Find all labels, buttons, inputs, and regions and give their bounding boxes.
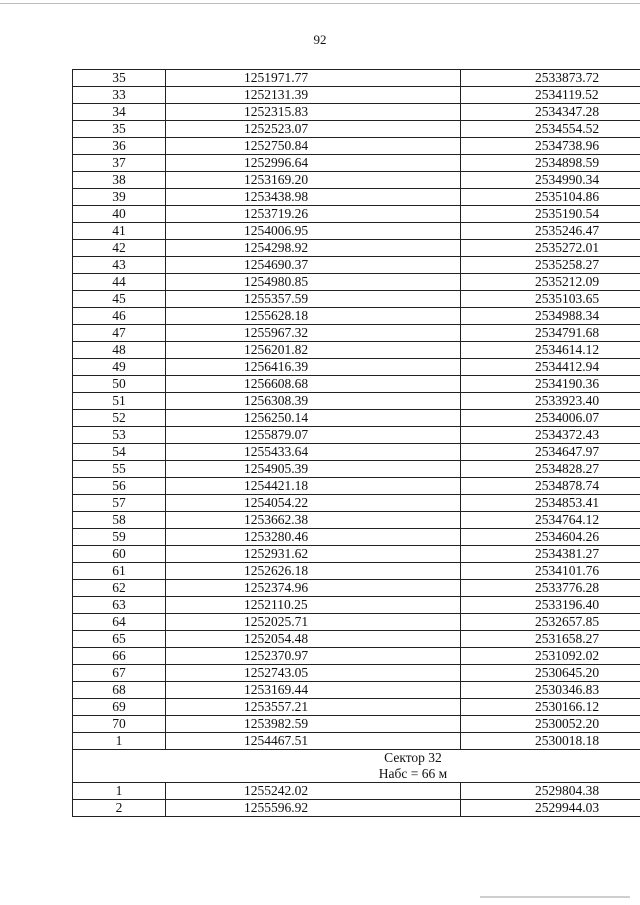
y-coordinate-cell: 2533873.72 [461,70,640,87]
y-coordinate-cell: 2534853.41 [461,495,640,512]
coordinates-table-body [73,70,640,750]
point-number-cell: 36 [73,138,166,155]
point-number-cell: 70 [73,716,166,733]
table-row [73,597,640,614]
point-number-cell: 56 [73,478,166,495]
table-row [73,648,640,665]
x-coordinate-cell: 1256201.82 [166,342,461,359]
point-number-cell: 39 [73,189,166,206]
table-row [73,172,640,189]
y-coordinate-cell: 2534554.52 [461,121,640,138]
point-number-cell: 48 [73,342,166,359]
table-row [73,138,640,155]
table-row [73,800,640,817]
table-row [73,512,640,529]
x-coordinate-cell: 1255967.32 [166,325,461,342]
y-coordinate-cell: 2530052.20 [461,716,640,733]
x-coordinate-cell: 1255596.92 [166,800,461,817]
y-coordinate-cell: 2531658.27 [461,631,640,648]
y-coordinate-cell: 2534738.96 [461,138,640,155]
x-coordinate-cell: 1256308.39 [166,393,461,410]
scan-edge-line [0,3,640,4]
y-coordinate-cell: 2533776.28 [461,580,640,597]
x-coordinate-cell: 1252374.96 [166,580,461,597]
y-coordinate-cell: 2530018.18 [461,733,640,750]
table-row [73,223,640,240]
point-number-cell: 69 [73,699,166,716]
point-number-cell: 42 [73,240,166,257]
x-coordinate-cell: 1254690.37 [166,257,461,274]
table-row [73,444,640,461]
x-coordinate-cell: 1252743.05 [166,665,461,682]
table-row [73,631,640,648]
table-row [73,70,640,87]
table-row [73,325,640,342]
y-coordinate-cell: 2534791.68 [461,325,640,342]
point-number-cell: 33 [73,87,166,104]
point-number-cell: 50 [73,376,166,393]
y-coordinate-cell: 2535272.01 [461,240,640,257]
point-number-cell: 51 [73,393,166,410]
table-row [73,359,640,376]
y-coordinate-cell: 2529804.38 [461,783,640,800]
y-coordinate-cell: 2534988.34 [461,308,640,325]
table-row [73,104,640,121]
x-coordinate-cell: 1256416.39 [166,359,461,376]
point-number-cell: 41 [73,223,166,240]
point-number-cell: 49 [73,359,166,376]
x-coordinate-cell: 1254006.95 [166,223,461,240]
table-row [73,716,640,733]
x-coordinate-cell: 1252750.84 [166,138,461,155]
y-coordinate-cell: 2531092.02 [461,648,640,665]
page-number: 92 [313,32,327,47]
point-number-cell: 53 [73,427,166,444]
x-coordinate-cell: 1253557.21 [166,699,461,716]
x-coordinate-cell: 1254298.92 [166,240,461,257]
point-number-cell: 1 [73,783,166,800]
table-row [73,461,640,478]
table-row [73,274,640,291]
point-number-cell: 57 [73,495,166,512]
x-coordinate-cell: 1253169.20 [166,172,461,189]
y-coordinate-cell: 2534990.34 [461,172,640,189]
x-coordinate-cell: 1255242.02 [166,783,461,800]
point-number-cell: 55 [73,461,166,478]
point-number-cell: 44 [73,274,166,291]
table-row [73,665,640,682]
table-row [73,87,640,104]
x-coordinate-cell: 1252315.83 [166,104,461,121]
table-row [73,783,640,800]
table-row [73,393,640,410]
point-number-cell: 47 [73,325,166,342]
point-number-cell: 37 [73,155,166,172]
y-coordinate-cell: 2535104.86 [461,189,640,206]
x-coordinate-cell: 1254421.18 [166,478,461,495]
x-coordinate-cell: 1253719.26 [166,206,461,223]
table-row [73,206,640,223]
y-coordinate-cell: 2530645.20 [461,665,640,682]
y-coordinate-cell: 2533196.40 [461,597,640,614]
table-row [73,342,640,359]
point-number-cell: 64 [73,614,166,631]
x-coordinate-cell: 1256250.14 [166,410,461,427]
point-number-cell: 1 [73,733,166,750]
x-coordinate-cell: 1254905.39 [166,461,461,478]
y-coordinate-cell: 2530346.83 [461,682,640,699]
point-number-cell: 68 [73,682,166,699]
x-coordinate-cell: 1252996.64 [166,155,461,172]
y-coordinate-cell: 2535190.54 [461,206,640,223]
point-number-cell: 34 [73,104,166,121]
x-coordinate-cell: 1252054.48 [166,631,461,648]
y-coordinate-cell: 2533923.40 [461,393,640,410]
y-coordinate-cell: 2534372.43 [461,427,640,444]
y-coordinate-cell: 2534006.07 [461,410,640,427]
point-number-cell: 67 [73,665,166,682]
y-coordinate-cell: 2534412.94 [461,359,640,376]
coordinates-table [72,69,640,817]
point-number-cell: 52 [73,410,166,427]
point-number-cell: 66 [73,648,166,665]
x-coordinate-cell: 1251971.77 [166,70,461,87]
x-coordinate-cell: 1253169.44 [166,682,461,699]
table-row [73,529,640,546]
y-coordinate-cell: 2530166.12 [461,699,640,716]
x-coordinate-cell: 1256608.68 [166,376,461,393]
x-coordinate-cell: 1253982.59 [166,716,461,733]
sector-coordinates-body [73,783,640,817]
y-coordinate-cell: 2535258.27 [461,257,640,274]
x-coordinate-cell: 1254467.51 [166,733,461,750]
x-coordinate-cell: 1255628.18 [166,308,461,325]
sector-header-section [73,750,640,783]
x-coordinate-cell: 1254980.85 [166,274,461,291]
point-number-cell: 62 [73,580,166,597]
table-row [73,376,640,393]
sector-header-cell [73,750,640,783]
point-number-cell: 2 [73,800,166,817]
point-number-cell: 58 [73,512,166,529]
table-row [73,682,640,699]
sector-height: Набс = 66 м [378,766,448,781]
table-row [73,580,640,597]
table-row [73,155,640,172]
point-number-cell: 35 [73,70,166,87]
x-coordinate-cell: 1252110.25 [166,597,461,614]
table-row [73,614,640,631]
table-row [73,257,640,274]
table-row [73,410,640,427]
x-coordinate-cell: 1255433.64 [166,444,461,461]
table-row [73,733,640,750]
point-number-cell: 65 [73,631,166,648]
x-coordinate-cell: 1253438.98 [166,189,461,206]
point-number-cell: 35 [73,121,166,138]
y-coordinate-cell: 2534878.74 [461,478,640,495]
point-number-cell: 46 [73,308,166,325]
point-number-cell: 61 [73,563,166,580]
sector-title: Сектор 32 [384,750,442,765]
y-coordinate-cell: 2535246.47 [461,223,640,240]
x-coordinate-cell: 1253662.38 [166,512,461,529]
y-coordinate-cell: 2535212.09 [461,274,640,291]
y-coordinate-cell: 2534101.76 [461,563,640,580]
table-row [73,308,640,325]
point-number-cell: 59 [73,529,166,546]
table-row [73,189,640,206]
x-coordinate-cell: 1252931.62 [166,546,461,563]
table-row [73,240,640,257]
x-coordinate-cell: 1255879.07 [166,427,461,444]
x-coordinate-cell: 1255357.59 [166,291,461,308]
x-coordinate-cell: 1252131.39 [166,87,461,104]
y-coordinate-cell: 2534764.12 [461,512,640,529]
table-row [73,546,640,563]
point-number-cell: 40 [73,206,166,223]
table-row [73,121,640,138]
x-coordinate-cell: 1252626.18 [166,563,461,580]
x-coordinate-cell: 1252025.71 [166,614,461,631]
x-coordinate-cell: 1252523.07 [166,121,461,138]
y-coordinate-cell: 2529944.03 [461,800,640,817]
y-coordinate-cell: 2534347.28 [461,104,640,121]
table-row [73,495,640,512]
x-coordinate-cell: 1252370.97 [166,648,461,665]
point-number-cell: 43 [73,257,166,274]
point-number-cell: 60 [73,546,166,563]
point-number-cell: 54 [73,444,166,461]
y-coordinate-cell: 2534647.97 [461,444,640,461]
point-number-cell: 45 [73,291,166,308]
table-row [73,699,640,716]
table-row [73,563,640,580]
point-number-cell: 38 [73,172,166,189]
sector-header-row [73,750,640,783]
point-number-cell: 63 [73,597,166,614]
y-coordinate-cell: 2534381.27 [461,546,640,563]
y-coordinate-cell: 2532657.85 [461,614,640,631]
x-coordinate-cell: 1253280.46 [166,529,461,546]
y-coordinate-cell: 2534828.27 [461,461,640,478]
x-coordinate-cell: 1254054.22 [166,495,461,512]
y-coordinate-cell: 2534614.12 [461,342,640,359]
table-row [73,478,640,495]
table-row [73,427,640,444]
table-row [73,291,640,308]
y-coordinate-cell: 2534119.52 [461,87,640,104]
scan-edge-mark [480,896,630,898]
y-coordinate-cell: 2534604.26 [461,529,640,546]
y-coordinate-cell: 2534898.59 [461,155,640,172]
y-coordinate-cell: 2534190.36 [461,376,640,393]
y-coordinate-cell: 2535103.65 [461,291,640,308]
